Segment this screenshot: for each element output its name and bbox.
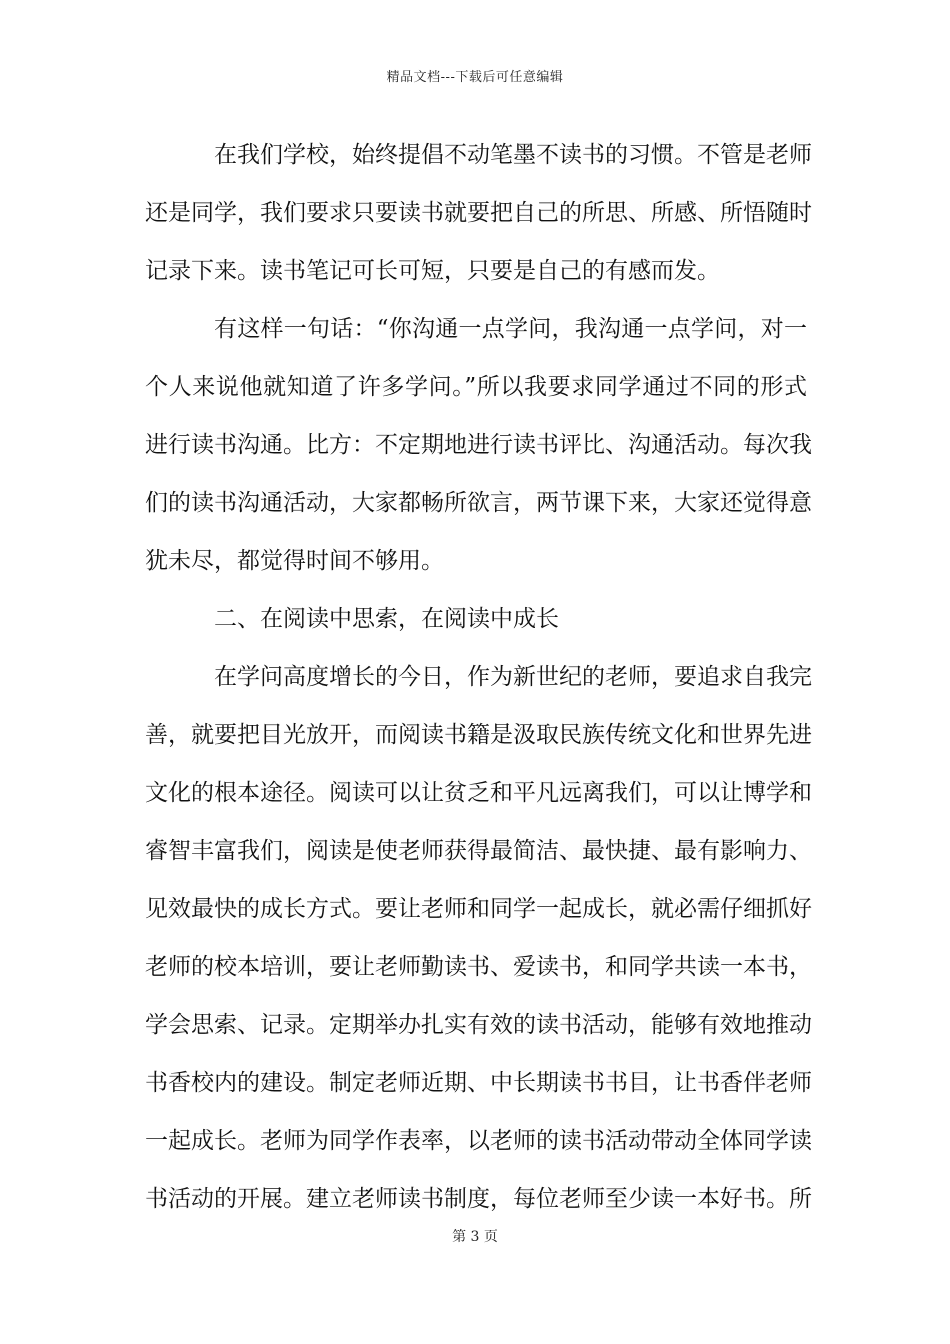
body-line: 书活动的开展。建立老师读书制度，每位老师至少读一本好书。所 xyxy=(145,1186,812,1212)
body-line: 犹未尽，都觉得时间不够用。 xyxy=(145,548,444,574)
body-line: 有这样一句话：“你沟通一点学问，我沟通一点学问，对一 xyxy=(214,316,807,342)
body-line: 文化的根本途径。阅读可以让贫乏和平凡远离我们，可以让博学和 xyxy=(145,780,812,806)
body-line: 书香校内的建设。制定老师近期、中长期读书书目，让书香伴老师 xyxy=(145,1070,812,1096)
body-line: 睿智丰富我们，阅读是使老师获得最简洁、最快捷、最有影响力、 xyxy=(145,838,812,864)
section-heading: 二、在阅读中思索，在阅读中成长 xyxy=(214,606,559,632)
body-line: 记录下来。读书笔记可长可短，只要是自己的有感而发。 xyxy=(145,258,720,284)
body-line: 见效最快的成长方式。要让老师和同学一起成长，就必需仔细抓好 xyxy=(145,896,812,922)
page-number: 第 3 页 xyxy=(452,1229,498,1245)
body-line: 老师的校本培训，要让老师勤读书、爱读书，和同学共读一本书， xyxy=(145,954,812,980)
body-line: 善，就要把目光放开，而阅读书籍是汲取民族传统文化和世界先进 xyxy=(145,722,812,748)
document-body xyxy=(145,126,812,1228)
body-line: 进行读书沟通。比方：不定期地进行读书评比、沟通活动。每次我 xyxy=(145,432,812,458)
body-line: 还是同学，我们要求只要读书就要把自己的所思、所感、所悟随时 xyxy=(145,200,812,226)
body-line: 一起成长。老师为同学作表率，以老师的读书活动带动全体同学读 xyxy=(145,1128,812,1154)
body-line: 们的读书沟通活动，大家都畅所欲言，两节课下来，大家还觉得意 xyxy=(145,490,812,516)
page-header: 精品文档---下载后可任意编辑 xyxy=(386,70,564,85)
body-line: 学会思索、记录。定期举办扎实有效的读书活动，能够有效地推动 xyxy=(145,1012,812,1038)
body-line: 在学问高度增长的今日，作为新世纪的老师，要追求自我完 xyxy=(214,664,812,690)
body-line: 在我们学校，始终提倡不动笔墨不读书的习惯。不管是老师 xyxy=(214,142,812,168)
body-line: 个人来说他就知道了许多学问。”所以我要求同学通过不同的形式 xyxy=(145,374,807,400)
